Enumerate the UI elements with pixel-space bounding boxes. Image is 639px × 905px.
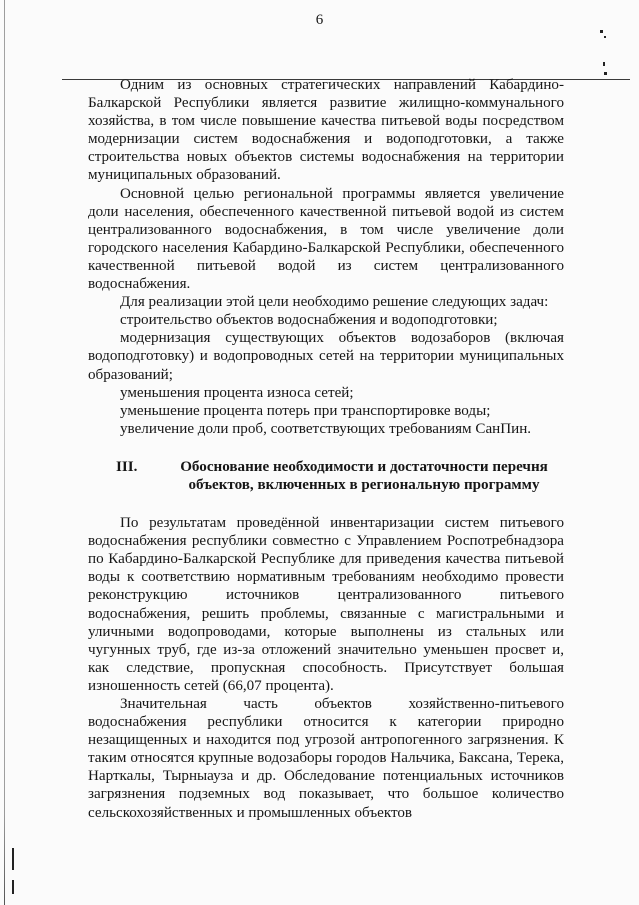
section-title (164, 458, 564, 494)
document-body (88, 76, 564, 822)
section-heading (88, 458, 564, 494)
scan-speck (604, 72, 607, 75)
scan-speck (604, 36, 606, 38)
scan-speck (603, 62, 605, 66)
section-number: III. (116, 458, 138, 475)
intro-paragraph-2: Основной целью региональной программы является увеличение доли населения, обеспеченного качественной питьевой водой из систем централизованного водоснабжения, в том числе увеличение доли городского населения Кабардино-Балкарской Республики, обеспеченного качественной питьевой водой из систем централизованного водоснабжения. (88, 185, 564, 293)
section-title-line-1: Обоснование необходимости и достаточности перечня (180, 458, 548, 475)
section-paragraph-2: Значительная часть объектов хозяйственно-питьевого водоснабжения республики относится к категории природно незащищенных и находится под угрозой антропогенного загрязнения. К таким относятся крупные водозаборы городов Нальчика, Баксана, Терека, Нарткалы, Тырныауза и др. Обследование потенциальных источников загрязнения подземных вод показывает, что большое количество сельскохозяйственных и промышленных объектов (88, 696, 564, 821)
scan-speck (12, 848, 14, 870)
section-paragraph-1: По результатам проведённой инвентаризации систем питьевого водоснабжения республики совместно с Управлением Роспотребнадзора по Кабардино-Балкарской Республике для приведения качества питьевой воды к соответствию нормативным требованиям необходимо провести реконструкцию источников централизованного питьевого водоснабжения, решить проблемы, связанные с магистральными и уличными водопроводами, которые выполнены из стальных или чугунных труб, где из-за отложений значительно уменьшен просвет и, как следствие, пропускная способность. Присутствует большая изношенность сетей (66,07 процента). (88, 515, 564, 694)
task-item: уменьшение процента потерь при транспортировке воды; (120, 402, 491, 419)
task-item: модернизация существующих объектов водозаборов (включая водоподготовку) и водопроводных сетей на территории муниципальных образований; (88, 330, 564, 383)
page-number: 6 (315, 12, 324, 28)
task-list (88, 311, 564, 438)
section-title-line-2: объектов, включенных в региональную программу (188, 476, 540, 493)
scan-left-edge (4, 0, 5, 905)
scan-speck (12, 880, 14, 894)
task-item: уменьшения процента износа сетей; (120, 384, 354, 401)
task-item: строительство объектов водоснабжения и водоподготовки; (120, 312, 498, 329)
intro-paragraph-1: Одним из основных стратегических направлений Кабардино-Балкарской Республики является развитие жилищно-коммунального хозяйства, в том числе повышение качества питьевой воды посредством модернизации систем водоснабжения и водоподготовки, а также строительства новых объектов системы водоснабжения на территории муниципальных образований. (88, 77, 564, 184)
intro-paragraph-3: Для реализации этой цели необходимо решение следующих задач: (120, 294, 549, 311)
task-item: увеличение доли проб, соответствующих требованиям СанПин. (120, 420, 532, 437)
scan-speck (600, 30, 603, 33)
